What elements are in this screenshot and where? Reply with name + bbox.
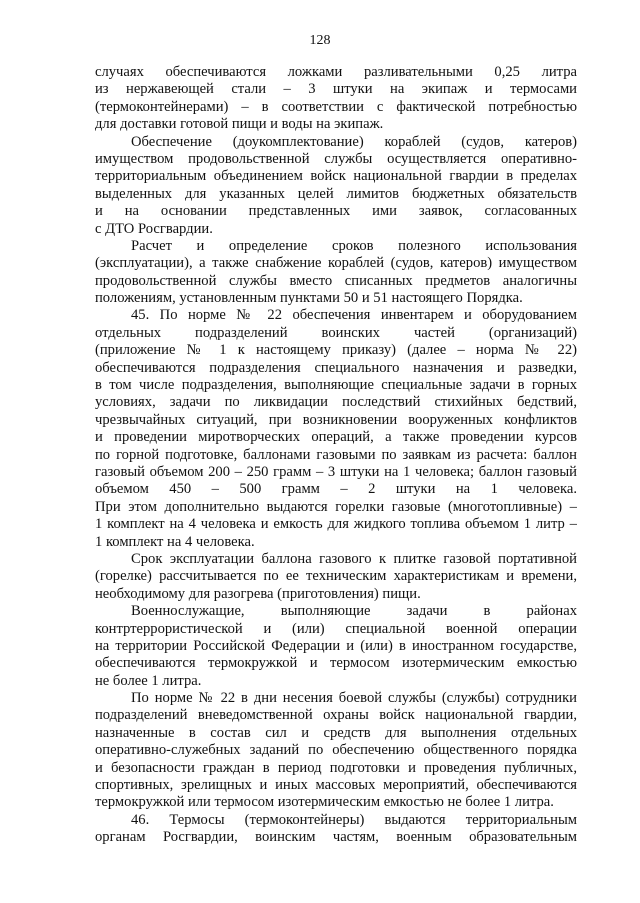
text-line: контртеррористической и (или) специальной военной операции (95, 620, 577, 637)
text-line: на территории Российской Федерации и (или) в иностранном государстве, (95, 637, 577, 654)
text-line: и проведении миротворческих операций, а также проведении курсов (95, 429, 577, 446)
text-line: обеспечиваются подразделения специального назначения и разведки, (95, 359, 577, 376)
text-line: спортивных, зрелищных и иных массовых мероприятий, обеспечиваются (95, 777, 577, 794)
text-line: чрезвычайных ситуаций, при возникновении вооруженных конфликтов (95, 411, 577, 428)
text-line: по горной подготовке, баллонами газовыми по заявкам из расчета: баллон (95, 446, 577, 463)
text-line: 45. По норме № 22 обеспечения инвентарем и оборудованием (131, 307, 577, 324)
page-number: 128 (309, 33, 331, 48)
text-line: Расчет и определение сроков полезного использования (131, 237, 577, 254)
text-line: для доставки готовой пищи и воды на экипаж. (95, 116, 384, 133)
text-line: выделенных для указанных целей лимитов бюджетных обязательств (95, 185, 577, 202)
text-line: Срок эксплуатации баллона газового к плитке газовой портативной (131, 550, 577, 567)
text-line: (эксплуатации), а также снабжение кораблей (судов, катеров) имуществом (95, 255, 577, 272)
text-line: (термоконтейнерами) – в соответствии с фактической потребностью (95, 98, 577, 115)
text-line: необходимому для разогрева (приготовления) пищи. (95, 585, 421, 602)
text-line: Обеспечение (доукомплектование) кораблей (судов, катеров) (131, 133, 577, 150)
text-line: и безопасности граждан в период подготовки и проведения публичных, (95, 759, 577, 776)
text-line: (приложение № 1 к настоящему приказу) (далее – норма № 22) (95, 342, 577, 359)
text-line: газовый объемом 200 – 250 грамм – 3 штуки на 1 человека; баллон газовый (95, 463, 577, 480)
text-line: с ДТО Росгвардии. (95, 220, 213, 237)
text-line: из нержавеющей стали – 3 штуки на экипаж и термосами (95, 81, 577, 98)
text-line: Военнослужащие, выполняющие задачи в районах (131, 603, 577, 620)
text-line: и на основании представленных ими заявок, согласованных (95, 203, 577, 220)
text-line: По норме № 22 в дни несения боевой службы (службы) сотрудники (131, 690, 577, 707)
text-line: 1 комплект на 4 человека и емкость для жидкого топлива объемом 1 литр – (95, 516, 577, 533)
text-line: (горелке) рассчитывается по ее техническим характеристикам и времени, (95, 568, 577, 585)
text-line: отдельных подразделений воинских частей (организаций) (95, 324, 577, 341)
text-line: 46. Термосы (термоконтейнеры) выдаются территориальным (131, 811, 577, 828)
text-line: термокружкой или термосом изотермическим емкостью не более 1 литра. (95, 794, 554, 811)
text-line: При этом дополнительно выдаются горелки газовые (многотопливные) – (95, 498, 577, 515)
text-line: объемом 450 – 500 грамм – 2 штуки на 1 человека. (95, 481, 577, 498)
text-line: органам Росгвардии, воинским частям, военным образовательным (95, 829, 577, 846)
text-line: оперативно-служебных заданий по обеспечению общественного порядка (95, 742, 577, 759)
text-line: условиях, задачи по ликвидации последствий стихийных бедствий, (95, 394, 577, 411)
text-line: продовольственной службы вместо списанных предметов аналогичны (95, 272, 577, 289)
text-line: положениям, установленным пунктами 50 и 51 настоящего Порядка. (95, 290, 523, 307)
text-line: территориальным объединением войск национальной гвардии в пределах (95, 168, 577, 185)
text-line: подразделений вневедомственной охраны войск национальной гвардии, (95, 707, 577, 724)
text-line: имуществом продовольственной службы осуществляется оперативно- (95, 150, 577, 167)
text-line: в том числе подразделения, выполняющие специальные задачи в горных (95, 377, 577, 394)
text-line: обеспечиваются термокружкой и термосом изотермическим емкостью (95, 655, 577, 672)
text-line: случаях обеспечиваются ложками разливательными 0,25 литра (95, 64, 577, 80)
document-body (95, 64, 577, 847)
text-line: 1 комплект на 4 человека. (95, 533, 255, 550)
text-line: назначенные в состав сил и средств для выполнения отдельных (95, 724, 577, 741)
text-line: не более 1 литра. (95, 672, 202, 689)
